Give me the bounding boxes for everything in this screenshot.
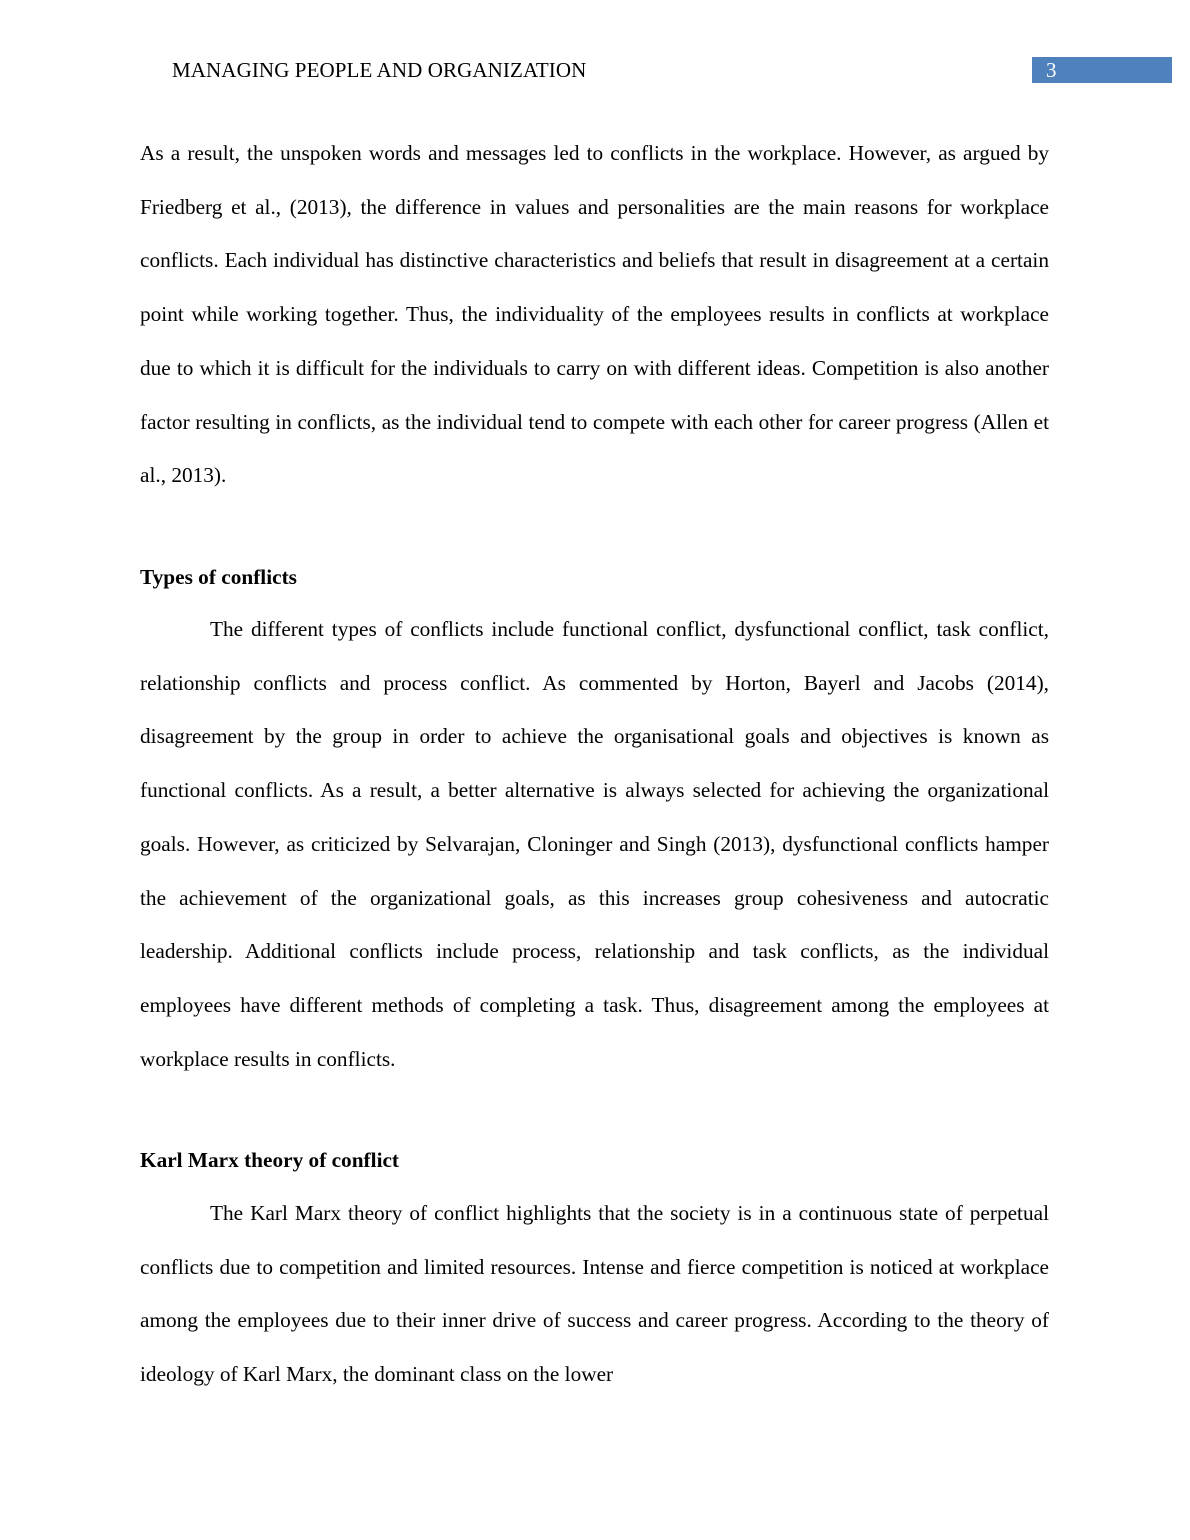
intro-paragraph: As a result, the unspoken words and messages led to conflicts in the workplace. However, as argued by Friedberg et al., (2013), the difference in values and personalities are the main reasons for workplace conflicts. Each individual has distinctive characteristics and beliefs that result in disagreement at a certain point while working together. Thus, the individuality of the employees results in conflicts at workplace due to which it is difficult for the individuals to carry on with different ideas. Competition is also another factor resulting in conflicts, as the individual tend to compete with each other for career progress (Allen et al., 2013). [140, 141, 1049, 488]
section-heading-karl-marx-theory: Karl Marx theory of conflict [140, 1148, 400, 1172]
running-header-title: MANAGING PEOPLE AND ORGANIZATION [172, 58, 587, 82]
page-number: 3 [1046, 58, 1057, 82]
page-number-badge [1032, 57, 1172, 83]
karl-marx-theory-paragraph: The Karl Marx theory of conflict highlights that the society is in a continuous state of perpetual conflicts due to competition and limited resources. Intense and fierce competition is noticed at workplace among the employees due to their inner drive of success and career progress. According to the theory of ideology of Karl Marx, the dominant class on the lower [140, 1201, 1049, 1387]
section-heading-types-of-conflicts: Types of conflicts [140, 565, 297, 589]
types-of-conflicts-paragraph: The different types of conflicts include functional conflict, dysfunctional conflict, task conflict, relationship conflicts and process conflict. As commented by Horton, Bayerl and Jacobs (2014), disagreement by the group in order to achieve the organisational goals and objectives is known as functional conflicts. As a result, a better alternative is always selected for achieving the organizational goals. However, as criticized by Selvarajan, Cloninger and Singh (2013), dysfunctional conflicts hamper the achievement of the organizational goals, as this increases group cohesiveness and autocratic leadership. Additional conflicts include process, relationship and task conflicts, as the individual employees have different methods of completing a task. Thus, disagreement among the employees at workplace results in conflicts. [140, 617, 1049, 1071]
